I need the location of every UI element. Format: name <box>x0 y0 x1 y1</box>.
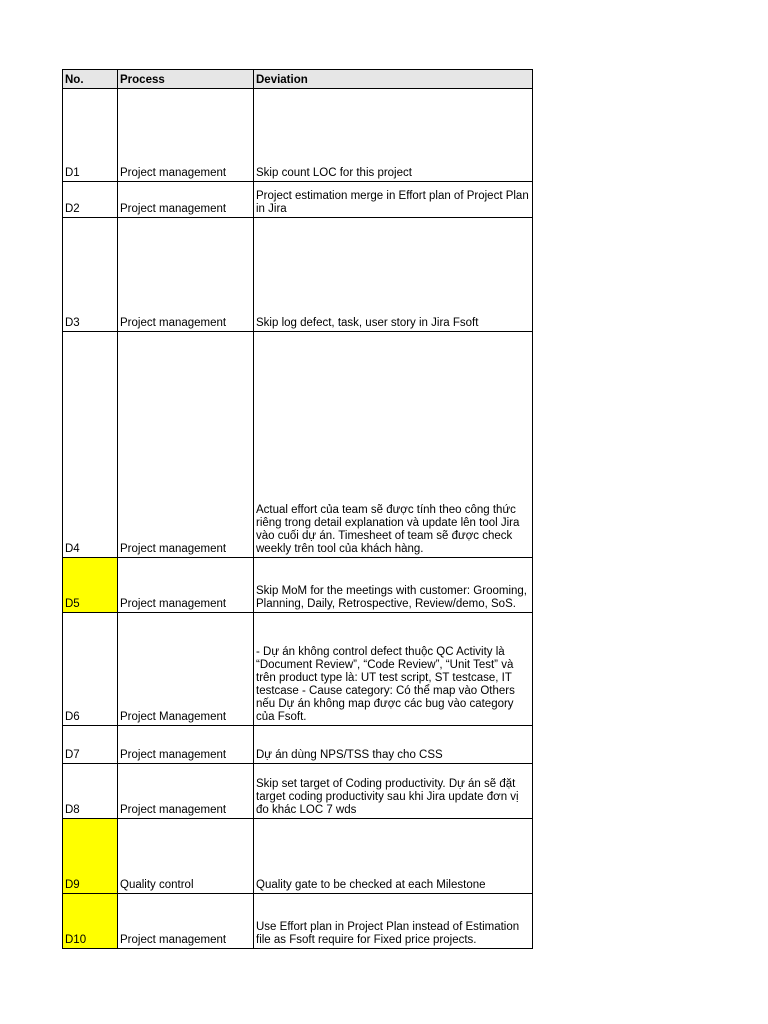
cell-no: D8 <box>63 764 118 819</box>
cell-process: Project management <box>118 894 254 949</box>
cell-deviation: Skip MoM for the meetings with customer: Grooming, Planning, Daily, Retrospective, Review/demo, SoS. <box>254 558 533 613</box>
cell-no-highlighted: D5 <box>63 558 118 613</box>
cell-process: Project management <box>118 558 254 613</box>
cell-process: Project Management <box>118 613 254 726</box>
cell-deviation: Quality gate to be checked at each Milestone <box>254 819 533 894</box>
table-row <box>63 764 533 819</box>
cell-process: Project management <box>118 332 254 558</box>
cell-process: Project management <box>118 726 254 764</box>
cell-no: D7 <box>63 726 118 764</box>
cell-no-highlighted: D10 <box>63 894 118 949</box>
table-row <box>63 89 533 182</box>
table-row <box>63 182 533 218</box>
cell-deviation: Skip log defect, task, user story in Jira Fsoft <box>254 218 533 332</box>
table-row <box>63 558 533 613</box>
cell-no: D2 <box>63 182 118 218</box>
cell-deviation: Actual effort của team sẽ được tính theo công thức riêng trong detail explanation và update lên tool Jira vào cuối dự án. Timesheet of team sẽ được check weekly trên tool của khách hàng. <box>254 332 533 558</box>
cell-deviation: Skip set target of Coding productivity. Dự án sẽ đặt target coding productivity sau khi Jira update đơn vị đo khác LOC 7 wds <box>254 764 533 819</box>
cell-deviation: - Dự án không control defect thuộc QC Activity là “Document Review”, “Code Review”, “Unit Test” và trên product type là: UT test script, ST testcase, IT testcase - Cause category: Có thể map vào Others nếu Dự án không map được các bug vào category của Fsoft. <box>254 613 533 726</box>
header-row <box>63 70 533 89</box>
cell-process: Quality control <box>118 819 254 894</box>
deviation-table <box>62 69 533 949</box>
cell-deviation: Dự án dùng NPS/TSS thay cho CSS <box>254 726 533 764</box>
table-row <box>63 218 533 332</box>
table-row <box>63 613 533 726</box>
header-no: No. <box>63 70 118 89</box>
cell-deviation: Skip count LOC for this project <box>254 89 533 182</box>
cell-process: Project management <box>118 764 254 819</box>
cell-no: D1 <box>63 89 118 182</box>
cell-process: Project management <box>118 218 254 332</box>
cell-no: D4 <box>63 332 118 558</box>
cell-deviation: Use Effort plan in Project Plan instead of Estimation file as Fsoft require for Fixed price projects. <box>254 894 533 949</box>
cell-no: D6 <box>63 613 118 726</box>
table-row <box>63 894 533 949</box>
table-row <box>63 726 533 764</box>
header-process: Process <box>118 70 254 89</box>
cell-process: Project management <box>118 182 254 218</box>
cell-no-highlighted: D9 <box>63 819 118 894</box>
table-row <box>63 819 533 894</box>
cell-deviation: Project estimation merge in Effort plan of Project Plan in Jira <box>254 182 533 218</box>
header-deviation: Deviation <box>254 70 533 89</box>
table-row <box>63 332 533 558</box>
cell-process: Project management <box>118 89 254 182</box>
cell-no: D3 <box>63 218 118 332</box>
